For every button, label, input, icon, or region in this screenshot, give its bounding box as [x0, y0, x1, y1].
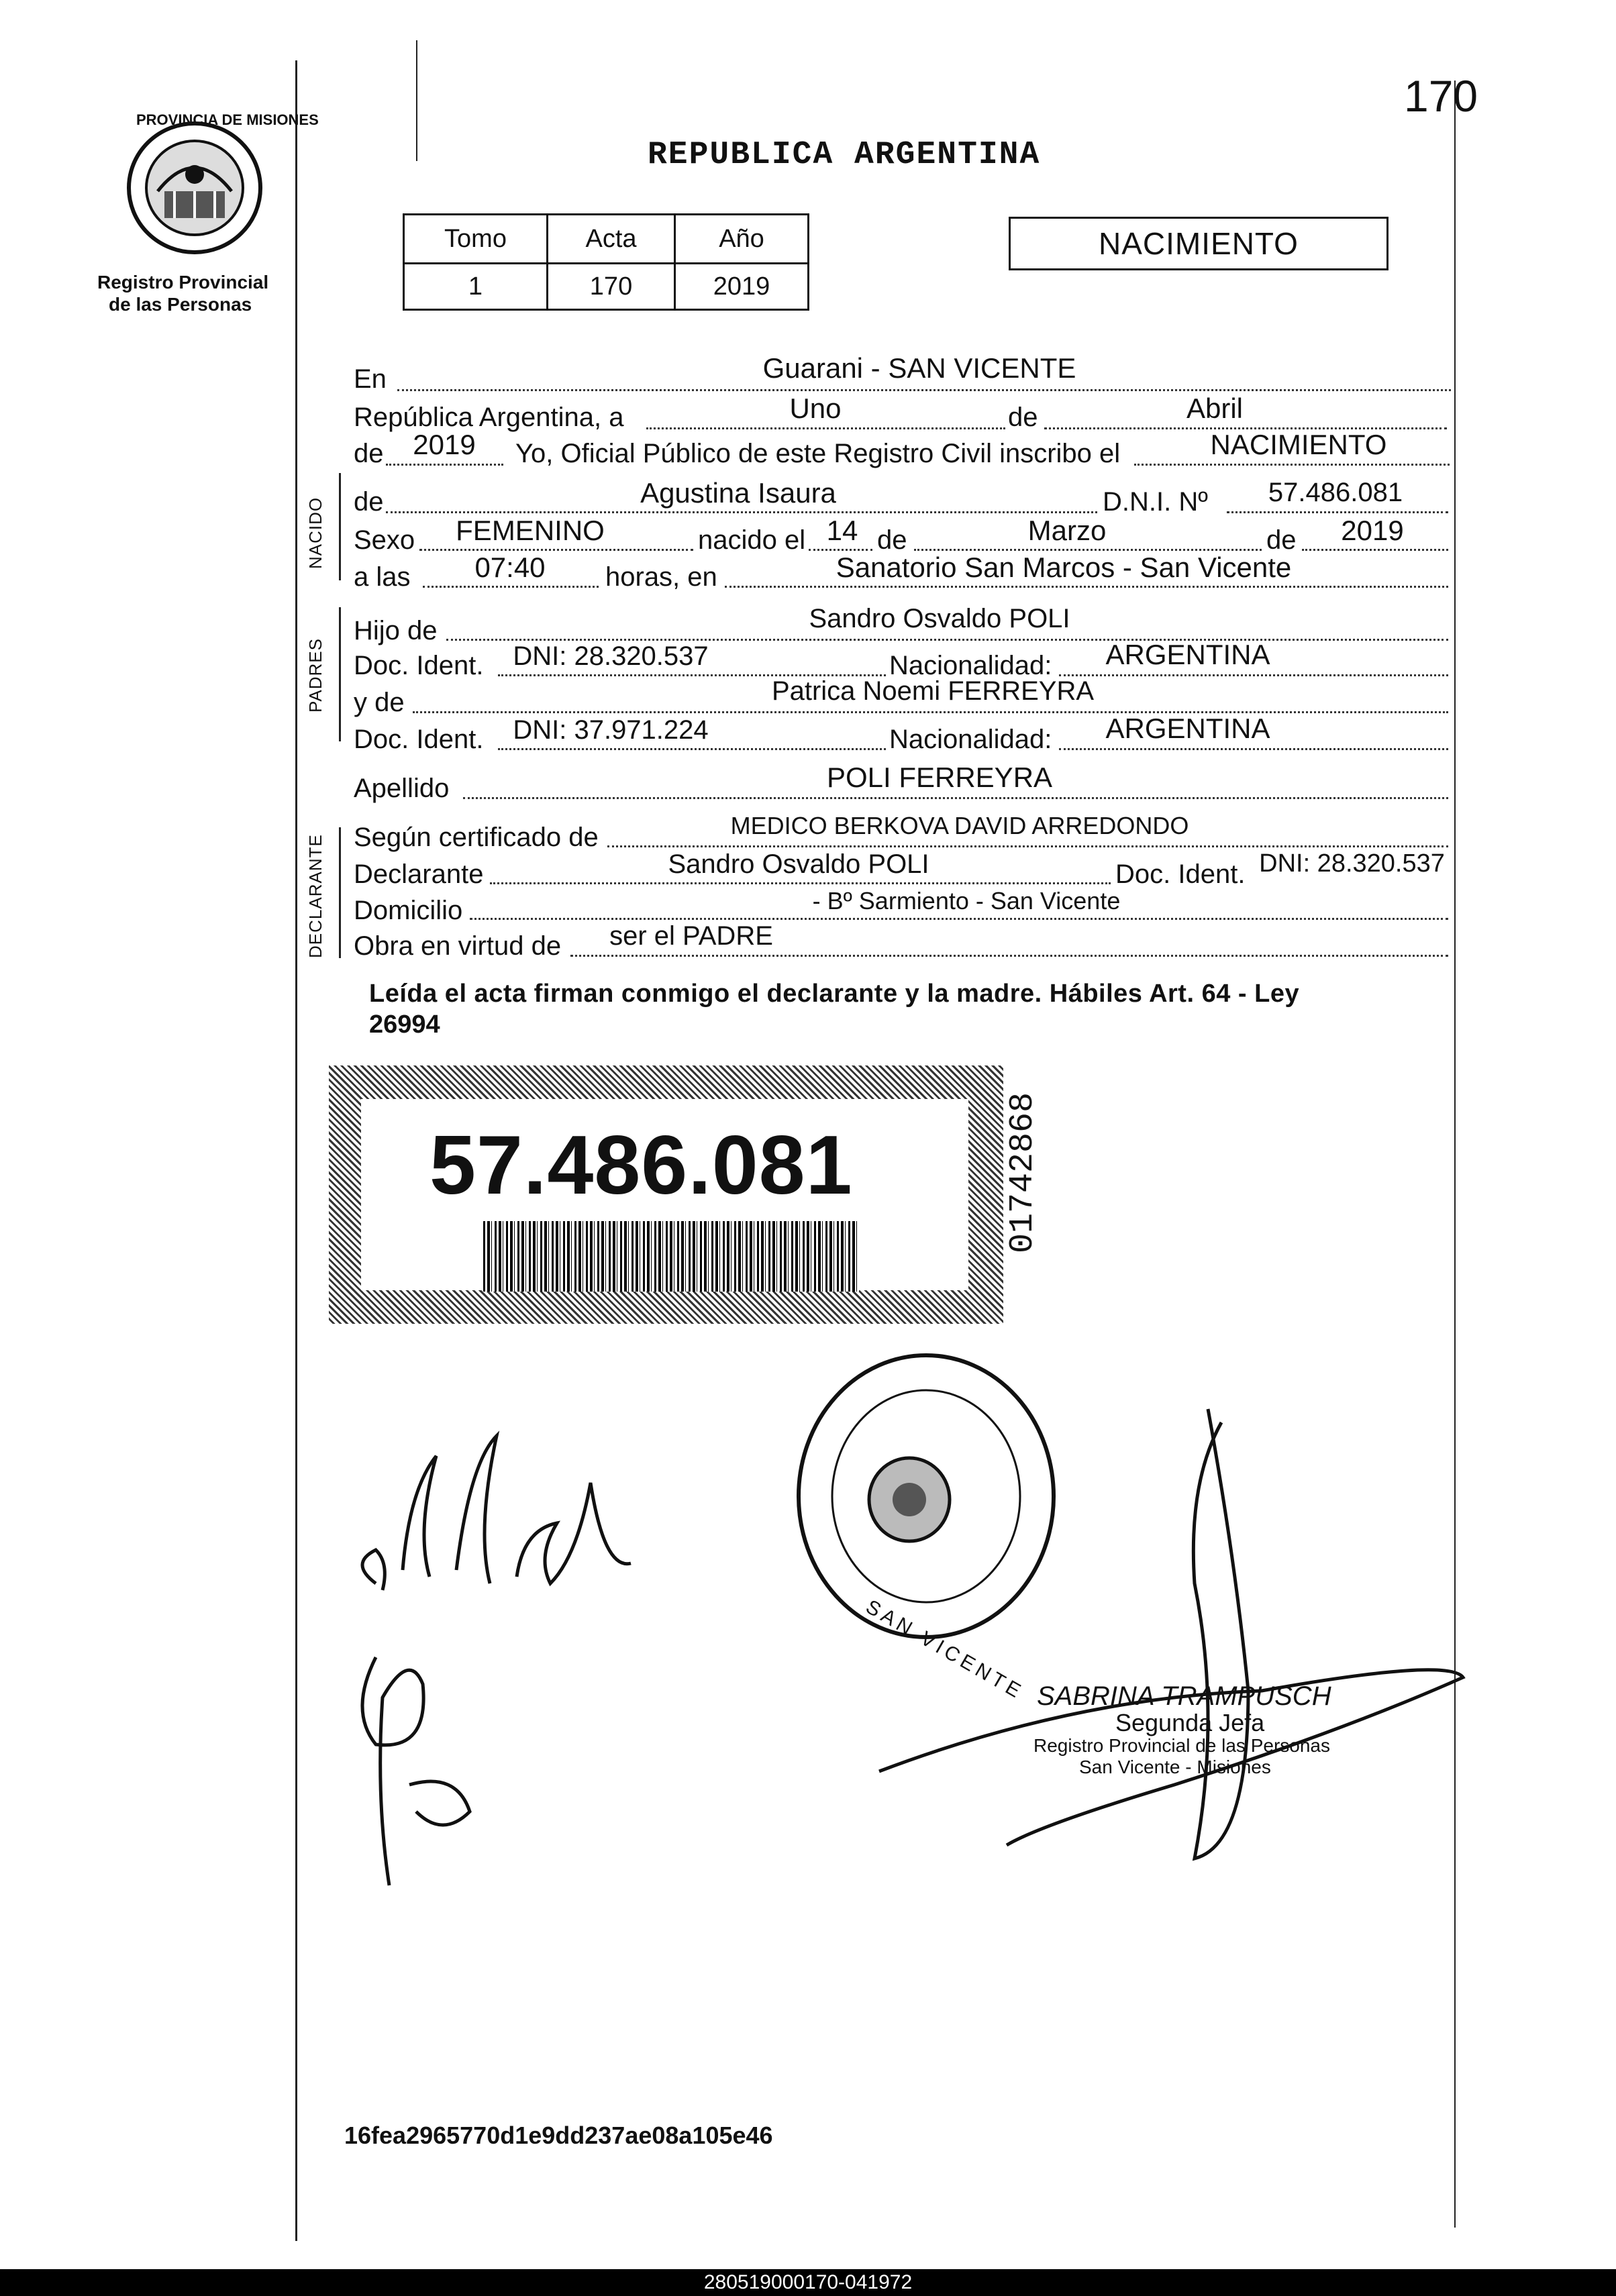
- year-dots: [386, 464, 503, 466]
- inner-margin-line: [416, 40, 417, 161]
- table-value-acta: 170: [548, 264, 675, 310]
- footer-bar: [0, 2269, 1616, 2296]
- note-line-2: 26994: [369, 1010, 440, 1039]
- mother-nat-dots: [1059, 748, 1448, 750]
- logo-ring-text: PROVINCIA DE MISIONES: [136, 111, 319, 128]
- logo-caption-line1: Registro Provincial: [97, 272, 269, 293]
- table-header-acta: Acta: [548, 215, 675, 264]
- mother-doc: DNI: 37.971.224: [513, 715, 709, 745]
- obra-value: ser el PADRE: [609, 921, 773, 951]
- en-value: Guarani - SAN VICENTE: [762, 352, 1076, 384]
- father-doc-label: Doc. Ident.: [354, 651, 484, 680]
- birth-time: 07:40: [474, 552, 546, 583]
- declarante-dots: [490, 882, 1111, 884]
- alas-label: a las: [354, 562, 411, 592]
- section-label-padres: PADRES: [305, 638, 325, 713]
- official-location: San Vicente - Misiones: [1079, 1757, 1271, 1777]
- section-label-nacido: NACIDO: [305, 497, 325, 569]
- page-number: 170: [1404, 71, 1478, 121]
- apellido-label: Apellido: [354, 774, 450, 803]
- mother-name: Patrica Noemi FERREYRA: [771, 676, 1095, 706]
- republica-de-label: de: [1008, 403, 1038, 432]
- birth-month-dots: [914, 549, 1262, 551]
- page-title: REPUBLICA ARGENTINA: [648, 137, 1041, 173]
- inscribo-dots: [1134, 464, 1450, 466]
- mother-name-dots: [413, 711, 1448, 713]
- left-margin-line: [295, 60, 297, 2241]
- father-name-dots: [446, 639, 1448, 641]
- father-nat: ARGENTINA: [1105, 639, 1270, 670]
- misiones-logo: [101, 117, 289, 262]
- mother-nat-label: Nacionalidad:: [889, 725, 1052, 754]
- segun-label: Según certificado de: [354, 823, 599, 852]
- dni-sticker-serial: 01742868: [1004, 1092, 1042, 1253]
- dni-value: 57.486.081: [1268, 478, 1403, 507]
- domicilio-value: - Bº Sarmiento - San Vicente: [812, 887, 1121, 915]
- official-signature: [872, 1382, 1476, 1865]
- record-table: [403, 213, 809, 311]
- domicilio-label: Domicilio: [354, 896, 463, 925]
- apellido-value: POLI FERREYRA: [826, 762, 1053, 793]
- republica-dots-1: [646, 427, 1005, 429]
- birth-month: Marzo: [1027, 515, 1107, 546]
- birth-year-dots: [1302, 549, 1448, 551]
- nacido-label: nacido el: [698, 525, 806, 555]
- mother-signature: [336, 1610, 510, 1892]
- father-nat-label: Nacionalidad:: [889, 651, 1052, 680]
- horas-label: horas, en: [605, 562, 717, 592]
- sexo-value: FEMENINO: [456, 515, 605, 546]
- name-value: Agustina Isaura: [640, 477, 836, 509]
- padres-bracket: [339, 607, 341, 741]
- hijo-label: Hijo de: [354, 616, 438, 645]
- table-header-ano: Año: [675, 215, 809, 264]
- record-type-box: [1009, 217, 1388, 270]
- segun-value: MEDICO BERKOVA DAVID ARREDONDO: [730, 812, 1189, 839]
- document-hash: 16fea2965770d1e9dd237ae08a105e46: [344, 2122, 773, 2149]
- name-dots: [386, 511, 1097, 513]
- logo-caption-line2: de las Personas: [109, 294, 252, 315]
- domicilio-dots: [470, 918, 1448, 920]
- footer-code: 280519000170-041972: [703, 2271, 913, 2293]
- declarante-doc-label: Doc. Ident.: [1115, 859, 1246, 889]
- en-dots: [397, 389, 1451, 391]
- republica-month: Abril: [1186, 393, 1244, 424]
- year-label: de: [354, 439, 384, 468]
- dni-dots: [1227, 511, 1448, 513]
- right-margin-line: [1454, 81, 1456, 2228]
- dni-sticker-number: 57.486.081: [430, 1119, 853, 1212]
- official-office: Registro Provincial de las Personas: [1033, 1735, 1330, 1756]
- year-value: 2019: [413, 429, 476, 460]
- yde-label: y de: [354, 688, 405, 717]
- section-label-declarante: DECLARANTE: [305, 834, 325, 958]
- republica-day: Uno: [789, 393, 842, 424]
- apellido-dots: [463, 797, 1448, 799]
- mother-nat: ARGENTINA: [1105, 713, 1270, 744]
- mother-doc-label: Doc. Ident.: [354, 725, 484, 754]
- inscribo-value: NACIMIENTO: [1210, 429, 1387, 460]
- seal-inner-text: SAN VICENTE: [862, 1596, 1028, 1704]
- record-type: NACIMIENTO: [1099, 226, 1299, 261]
- birth-time-dots: [423, 586, 599, 588]
- obra-dots: [570, 955, 1448, 957]
- birth-place: Sanatorio San Marcos - San Vicente: [836, 552, 1292, 583]
- declarante-label: Declarante: [354, 859, 484, 889]
- official-name: SABRINA TRAMPUSCH: [1037, 1681, 1331, 1711]
- father-name: Sandro Osvaldo POLI: [809, 604, 1070, 633]
- dni-barcode: [483, 1221, 859, 1292]
- birth-de-label-1: de: [877, 525, 907, 555]
- declarante-bracket: [339, 827, 341, 958]
- nacido-bracket: [339, 473, 341, 580]
- republica-label: República Argentina, a: [354, 403, 624, 432]
- declarant-signature: [322, 1396, 671, 1610]
- table-value-tomo: 1: [404, 264, 548, 310]
- declarante-value: Sandro Osvaldo POLI: [668, 849, 929, 879]
- official-role: Segunda Jefa: [1115, 1709, 1265, 1736]
- segun-dots: [607, 845, 1448, 847]
- table-header-tomo: Tomo: [404, 215, 548, 264]
- declarante-doc: DNI: 28.320.537: [1259, 849, 1445, 878]
- sexo-dots: [419, 549, 693, 551]
- dni-label: D.N.I. Nº: [1103, 487, 1208, 517]
- name-de-label: de: [354, 487, 384, 517]
- birth-year: 2019: [1341, 515, 1404, 546]
- sexo-label: Sexo: [354, 525, 415, 555]
- birth-place-dots: [725, 586, 1448, 588]
- mother-doc-dots: [498, 748, 886, 750]
- birth-day-dots: [809, 549, 872, 551]
- obra-label: Obra en virtud de: [354, 931, 562, 961]
- note-line-1: Leída el acta firman conmigo el declarante y la madre. Hábiles Art. 64 - Ley: [369, 980, 1300, 1008]
- birth-day: 14: [826, 515, 858, 546]
- table-value-ano: 2019: [675, 264, 809, 310]
- birth-de-label-2: de: [1266, 525, 1297, 555]
- father-nat-dots: [1059, 674, 1448, 676]
- father-doc: DNI: 28.320.537: [513, 641, 709, 671]
- oficial-text: Yo, Oficial Público de este Registro Civil inscribo el: [515, 439, 1121, 468]
- en-label: En: [354, 364, 387, 394]
